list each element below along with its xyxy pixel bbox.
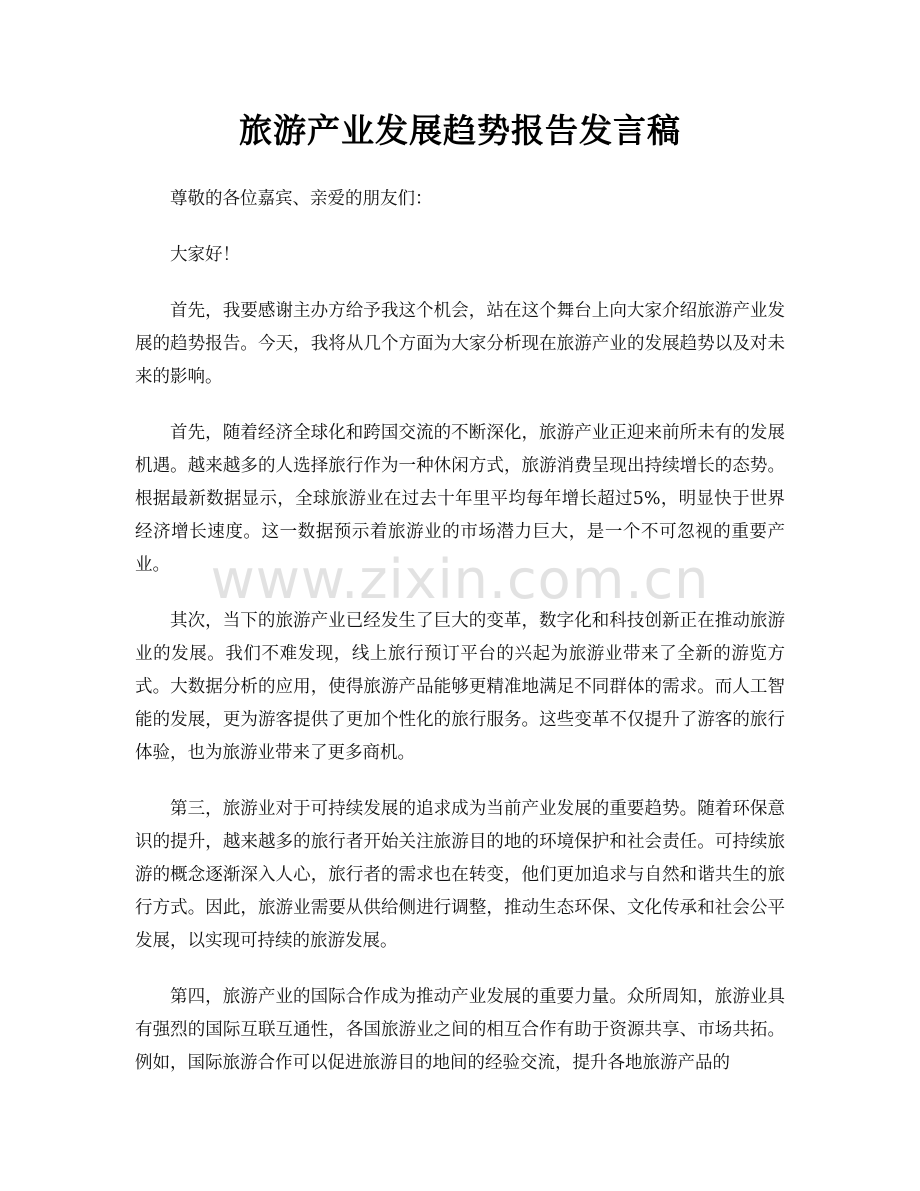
greeting-paragraph: 大家好！ — [170, 245, 240, 265]
salutation-paragraph: 尊敬的各位嘉宾、亲爱的朋友们： — [170, 189, 433, 209]
body-paragraph-sustainability: 第三，旅游业对于可持续发展的追求成为当前产业发展的重要趋势。随着环保意识的提升，越来越多的旅行者开始关注旅游目的地的环境保护和社会责任。可持续旅游的概念逐渐深入人心，旅行者的需求也在转变，他们更加追求与自然和谐共生的旅行方式。因此，旅游业需要从供给侧进行调整，推动生态环保、文化传承和社会公平发展，以实现可持续的旅游发展。 — [135, 799, 785, 951]
body-paragraph-digital: 其次，当下的旅游产业已经发生了巨大的变革，数字化和科技创新正在推动旅游业的发展。我们不难发现，线上旅行预订平台的兴起为旅游业带来了全新的游览方式。大数据分析的应用，使得旅游产品能够更精准地满足不同群体的需求。而人工智能的发展，更为游客提供了更加个性化的旅行服务。这些变革不仅提升了游客的旅行体验，也为旅游业带来了更多商机。 — [135, 611, 785, 763]
intro-paragraph: 首先，我要感谢主办方给予我这个机会，站在这个舞台上向大家介绍旅游产业发展的趋势报告。今天，我将从几个方面为大家分析现在旅游产业的发展趋势以及对未来的影响。 — [135, 301, 785, 387]
document-body — [135, 183, 785, 1103]
watermark-text: www.zixin.com.cn — [210, 548, 710, 611]
body-paragraph-cooperation: 第四，旅游产业的国际合作成为推动产业发展的重要力量。众所周知，旅游业具有强烈的国际互联互通性，各国旅游业之间的相互合作有助于资源共享、市场共拓。例如，国际旅游合作可以促进旅游目的地间的经验交流，提升各地旅游产品的 — [135, 987, 785, 1073]
document-title: 旅游产业发展趋势报告发言稿 — [239, 111, 681, 150]
body-paragraph-opportunity: 首先，随着经济全球化和跨国交流的不断深化，旅游产业正迎来前所未有的发展机遇。越来越多的人选择旅行作为一种休闲方式，旅游消费呈现出持续增长的态势。根据最新数据显示，全球旅游业在过去十年里平均每年增长超过5%，明显快于世界经济增长速度。这一数据预示着旅游业的市场潜力巨大，是一个不可忽视的重要产业。 — [135, 423, 785, 575]
